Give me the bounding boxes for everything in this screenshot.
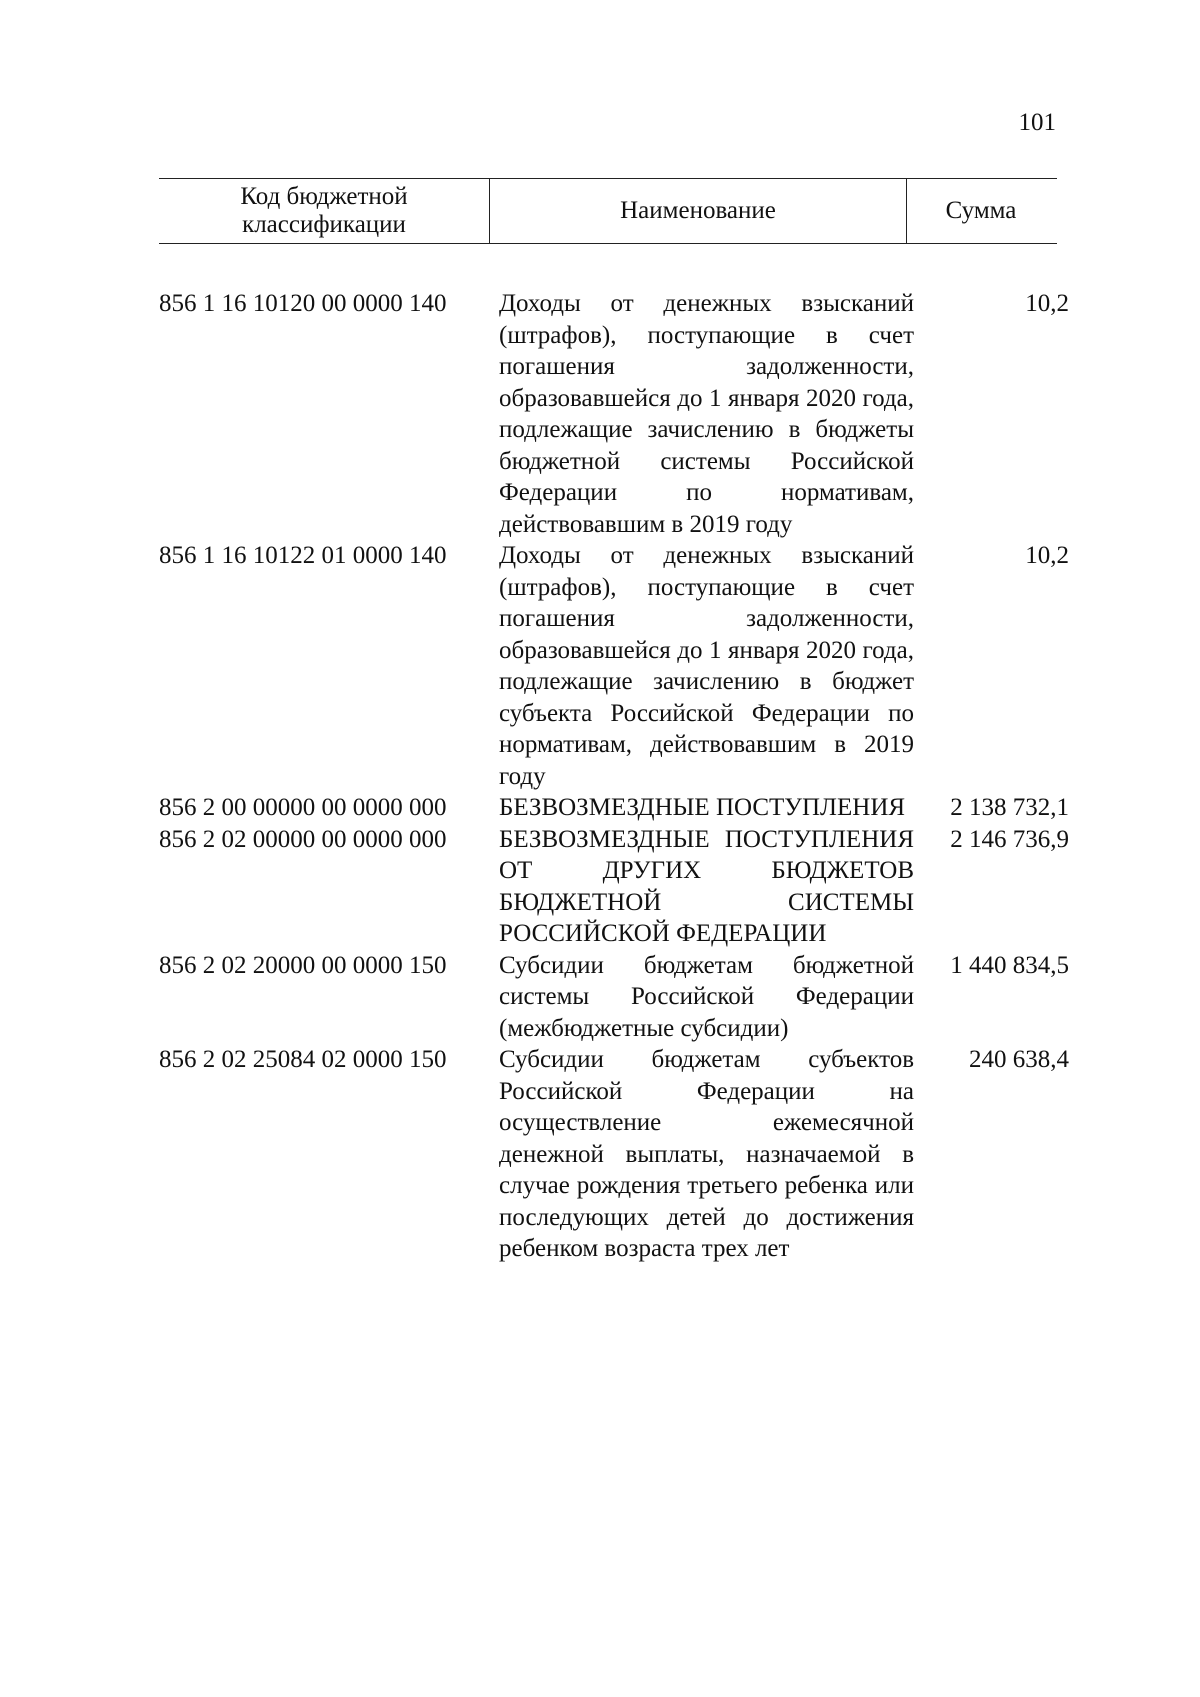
- table-row: [159, 540, 1069, 792]
- row-sum: 2 146 736,9: [950, 825, 1069, 853]
- row-sum: 240 638,4: [969, 1046, 1069, 1073]
- row-sum: 1 440 834,5: [950, 951, 1069, 979]
- row-name: БЕЗВОЗМЕЗДНЫЕ ПОСТУПЛЕНИЯ: [499, 794, 906, 821]
- table-body: [159, 288, 1069, 1265]
- row-code: 856 2 00 00000 00 0000 000: [159, 794, 447, 821]
- table-row: [159, 950, 1069, 1045]
- page-number: 101: [1018, 109, 1056, 136]
- header-sum: Сумма: [945, 197, 1017, 224]
- row-sum: 2 138 732,1: [950, 794, 1069, 821]
- row-code: 856 2 02 00000 00 0000 000: [159, 825, 447, 853]
- row-name: Субсидии бюджетам субъектов Российской Федерации на осуществление ежемесячной денежной выплаты, назначаемой в случае рождения третьего ребенка или последующих детей до достижения ребенком возраста трех лет: [499, 1046, 914, 1262]
- row-code: 856 2 02 25084 02 0000 150: [159, 1046, 447, 1073]
- row-code: 856 2 02 20000 00 0000 150: [159, 951, 447, 979]
- table-row: [159, 1044, 1069, 1265]
- row-name: Субсидии бюджетам бюджетной системы Российской Федерации (межбюджетные субсидии): [499, 951, 914, 1042]
- row-name: Доходы от денежных взысканий (штрафов), поступающие в счет погашения задолженности, образовавшейся до 1 января 2020 года, подлежащие зачислению в бюджеты бюджетной системы Российской Федерации по нормативам, действовавшим в 2019 году: [499, 290, 914, 538]
- row-sum: 10,2: [1025, 290, 1069, 317]
- row-name: Доходы от денежных взысканий (штрафов), поступающие в счет погашения задолженности, образовавшейся до 1 января 2020 года, подлежащие зачислению в бюджет субъекта Российской Федерации по нормативам, действовавшим в 2019 году: [499, 542, 914, 790]
- row-sum: 10,2: [1025, 542, 1069, 569]
- table-row: [159, 824, 1069, 950]
- row-code: 856 1 16 10120 00 0000 140: [159, 290, 447, 317]
- table-row: [159, 288, 1069, 540]
- header-code: Код бюджетной классификации: [240, 183, 408, 238]
- table-header: [159, 178, 1057, 244]
- header-name: Наименование: [489, 179, 907, 243]
- row-name: БЕЗВОЗМЕЗДНЫЕ ПОСТУПЛЕНИЯ ОТ ДРУГИХ БЮДЖЕТОВ БЮДЖЕТНОЙ СИСТЕМЫ РОССИЙСКОЙ ФЕДЕРАЦИИ: [499, 825, 914, 947]
- table-row: [159, 792, 1069, 824]
- row-code: 856 1 16 10122 01 0000 140: [159, 542, 447, 569]
